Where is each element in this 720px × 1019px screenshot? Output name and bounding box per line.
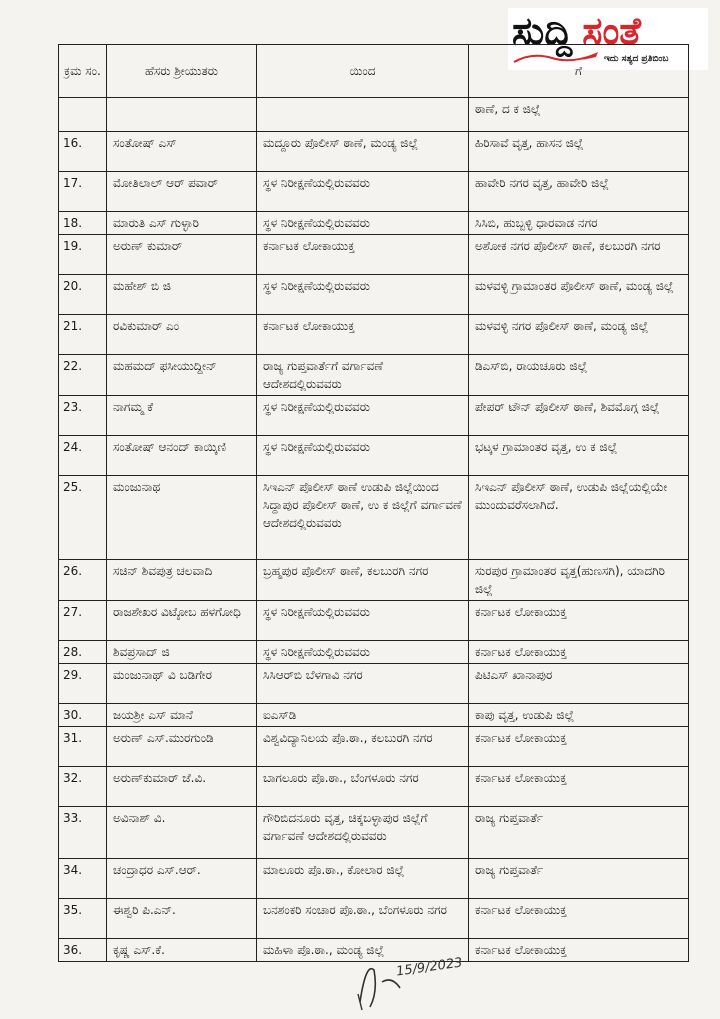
from-cell: ಕರ್ನಾಟಕ ಲೋಕಾಯುಕ್ತ bbox=[257, 315, 469, 355]
table-row bbox=[59, 396, 689, 436]
name-cell: ಶಿವಪ್ರಸಾದ್ ಜಿ bbox=[107, 641, 257, 664]
serial-cell: 33. bbox=[59, 807, 107, 859]
table-row bbox=[59, 212, 689, 235]
brand-left: ಸುದ್ದಿ bbox=[512, 9, 573, 53]
name-cell: ನಾಗಮ್ಮ ಕೆ bbox=[107, 396, 257, 436]
header-serial: ಕ್ರಮ ಸಂ. bbox=[59, 45, 107, 98]
to-cell: ಕರ್ನಾಟಕ ಲೋಕಾಯುಕ್ತ bbox=[469, 601, 689, 641]
to-cell: ಹಿರಿಸಾವೆ ವೃತ್ತ, ಹಾಸನ ಜಿಲ್ಲೆ bbox=[469, 132, 689, 172]
signature-date: 15/9/2023 bbox=[395, 955, 464, 980]
table-row bbox=[59, 132, 689, 172]
from-cell: ಬ್ರಹ್ಮಪುರ ಪೊಲೀಸ್ ಠಾಣೆ, ಕಲಬುರಗಿ ನಗರ bbox=[257, 560, 469, 601]
serial-cell: 19. bbox=[59, 235, 107, 275]
to-cell: ಮಳವಳ್ಳಿ ನಗರ ಪೊಲೀಸ್ ಠಾಣೆ, ಮಂಡ್ಯ ಜಿಲ್ಲೆ bbox=[469, 315, 689, 355]
name-cell: ಮಹಮದ್ ಫಸೀಯುದ್ದೀನ್ bbox=[107, 355, 257, 396]
table-row bbox=[59, 664, 689, 704]
table-row bbox=[59, 436, 689, 476]
name-cell: ಜಯಶ್ರೀ ಎಸ್ ಮಾನೆ bbox=[107, 704, 257, 727]
to-cell: ಸಿಇಎನ್ ಪೊಲೀಸ್ ಠಾಣೆ, ಉಡುಪಿ ಜಿಲ್ಲೆಯಲ್ಲಿಯೇ ಮುಂದುವರೆಸಲಾಗಿದೆ. bbox=[469, 476, 689, 560]
from-cell: ಗೌರಿಬಿದನೂರು ವೃತ್ತ, ಚಿಕ್ಕಬಳ್ಳಾಪುರ ಜಿಲ್ಲೆಗೆ ವರ್ಗಾವಣೆ ಆದೇಶದಲ್ಲಿರುವವರು bbox=[257, 807, 469, 859]
to-cell: ಪೇಪರ್ ಟೌನ್ ಪೊಲೀಸ್ ಠಾಣೆ, ಶಿವಮೊಗ್ಗ ಜಿಲ್ಲೆ bbox=[469, 396, 689, 436]
serial-cell: 17. bbox=[59, 172, 107, 212]
name-cell: ಸಂತೋಷ್ ಆನಂದ್ ಕಾಯ್ಕಿಣಿ bbox=[107, 436, 257, 476]
table-row bbox=[59, 641, 689, 664]
from-cell: ಸ್ಥಳ ನಿರೀಕ್ಷಣೆಯಲ್ಲಿರುವವರು bbox=[257, 172, 469, 212]
table-header-row bbox=[59, 45, 689, 98]
name-cell: ಅರುಣ್ ಕುಮಾರ್ bbox=[107, 235, 257, 275]
to-cell: ಡಿಎಸ್‌ಬಿ, ರಾಯಚೂರು ಜಿಲ್ಲೆ bbox=[469, 355, 689, 396]
table-row bbox=[59, 275, 689, 315]
serial-cell: 23. bbox=[59, 396, 107, 436]
serial-cell bbox=[59, 98, 107, 132]
table-row bbox=[59, 315, 689, 355]
to-cell: ಪಿಟಿಎಸ್ ಖಾನಾಪುರ bbox=[469, 664, 689, 704]
table-row bbox=[59, 98, 689, 132]
name-cell: ರವಿಕುಮಾರ್ ಎಂ bbox=[107, 315, 257, 355]
serial-cell: 35. bbox=[59, 899, 107, 939]
table-row bbox=[59, 704, 689, 727]
to-cell: ಸಿಸಿಬಿ, ಹುಬ್ಬಳ್ಳಿ ಧಾರವಾಡ ನಗರ bbox=[469, 212, 689, 235]
name-cell: ಕೃಷ್ಣ ಎಸ್.ಕೆ. bbox=[107, 939, 257, 962]
to-cell: ರಾಜ್ಯ ಗುಪ್ತವಾರ್ತೆ bbox=[469, 859, 689, 899]
table-body bbox=[59, 98, 689, 962]
serial-cell: 27. bbox=[59, 601, 107, 641]
name-cell: ಮಂಜುನಾಥ bbox=[107, 476, 257, 560]
serial-cell: 21. bbox=[59, 315, 107, 355]
table-row bbox=[59, 235, 689, 275]
from-cell: ಸಿಇಎನ್ ಪೊಲೀಸ್ ಠಾಣೆ ಉಡುಪಿ ಜಿಲ್ಲೆಯಿಂದ ಸಿದ್ದಾಪುರ ಪೊಲೀಸ್ ಠಾಣೆ, ಉ ಕ ಜಿಲ್ಲೆಗೆ ವರ್ಗಾವಣೆ ಆದೇಶದಲ್ಲಿರುವವರು bbox=[257, 476, 469, 560]
name-cell: ಸಚಿನ್ ಶಿವಪುತ್ರ ಚಲವಾದಿ bbox=[107, 560, 257, 601]
from-cell: ಬಾಗಲೂರು ಪೊ.ಠಾ., ಬೆಂಗಳೂರು ನಗರ bbox=[257, 767, 469, 807]
from-cell: ಸ್ಥಳ ನಿರೀಕ್ಷಣೆಯಲ್ಲಿರುವವರು bbox=[257, 396, 469, 436]
transfer-table bbox=[58, 44, 689, 962]
serial-cell: 18. bbox=[59, 212, 107, 235]
serial-cell: 20. bbox=[59, 275, 107, 315]
serial-cell: 24. bbox=[59, 436, 107, 476]
serial-cell: 32. bbox=[59, 767, 107, 807]
table-row bbox=[59, 560, 689, 601]
to-cell: ಕರ್ನಾಟಕ ಲೋಕಾಯುಕ್ತ bbox=[469, 899, 689, 939]
serial-cell: 28. bbox=[59, 641, 107, 664]
table-row bbox=[59, 807, 689, 859]
brand-tagline: ಇದು ಸತ್ಯದ ಪ್ರತಿಬಿಂಬ bbox=[604, 54, 669, 64]
from-cell: ರಾಜ್ಯ ಗುಪ್ತವಾರ್ತೆಗೆ ವರ್ಗಾವಣೆ ಆದೇಶದಲ್ಲಿರುವವರು bbox=[257, 355, 469, 396]
serial-cell: 31. bbox=[59, 727, 107, 767]
to-cell: ಹಾವೇರಿ ನಗರ ವೃತ್ತ, ಹಾವೇರಿ ಜಿಲ್ಲೆ bbox=[469, 172, 689, 212]
name-cell: ಅರುಣ್‌ಕುಮಾರ್ ಜೆ.ವಿ. bbox=[107, 767, 257, 807]
from-cell: ಸ್ಥಳ ನಿರೀಕ್ಷಣೆಯಲ್ಲಿರುವವರು bbox=[257, 641, 469, 664]
from-cell: ಮಹಿಳಾ ಪೊ.ಠಾ., ಮಂಡ್ಯ ಜಿಲ್ಲೆ bbox=[257, 939, 469, 962]
to-cell: ಅಶೋಕ ನಗರ ಪೊಲೀಸ್ ಠಾಣೆ, ಕಲಬುರಗಿ ನಗರ bbox=[469, 235, 689, 275]
name-cell: ಚಂದ್ರಾಧರ ಎಸ್.ಆರ್. bbox=[107, 859, 257, 899]
table-row bbox=[59, 899, 689, 939]
header-name: ಹೆಸರು ಶ್ರೀಯುತರು bbox=[107, 45, 257, 98]
serial-cell: 26. bbox=[59, 560, 107, 601]
to-cell: ಕರ್ನಾಟಕ ಲೋಕಾಯುಕ್ತ bbox=[469, 939, 689, 962]
to-cell: ಭಟ್ಕಳ ಗ್ರಾಮಾಂತರ ವೃತ್ತ, ಉ ಕ ಜಿಲ್ಲೆ bbox=[469, 436, 689, 476]
name-cell bbox=[107, 98, 257, 132]
from-cell: ಸ್ಥಳ ನಿರೀಕ್ಷಣೆಯಲ್ಲಿರುವವರು bbox=[257, 436, 469, 476]
name-cell: ರಾಜಶೇಖರ ವಿಟ್ಠೋಬ ಹಳಗೋಧಿ bbox=[107, 601, 257, 641]
from-cell: ಬನಶಂಕರಿ ಸಂಚಾರ ಪೊ.ಠಾ., ಬೆಂಗಳೂರು ನಗರ bbox=[257, 899, 469, 939]
table-row bbox=[59, 727, 689, 767]
to-cell: ಕಾಪು ವೃತ್ತ, ಉಡುಪಿ ಜಿಲ್ಲೆ bbox=[469, 704, 689, 727]
to-cell: ಕರ್ನಾಟಕ ಲೋಕಾಯುಕ್ತ bbox=[469, 641, 689, 664]
from-cell: ಮಾಲೂರು ಪೊ.ಠಾ., ಕೋಲಾರ ಜಿಲ್ಲೆ bbox=[257, 859, 469, 899]
serial-cell: 29. bbox=[59, 664, 107, 704]
to-cell: ಠಾಣೆ, ದ ಕ ಜಿಲ್ಲೆ bbox=[469, 98, 689, 132]
table-row bbox=[59, 767, 689, 807]
header-from: ಯಿಂದ bbox=[257, 45, 469, 98]
to-cell: ಸುರಪುರ ಗ್ರಾಮಾಂತರ ವೃತ್ತ(ಹುಣಸಗಿ), ಯಾದಗಿರಿ ಜಿಲ್ಲೆ bbox=[469, 560, 689, 601]
from-cell: ಐಎಸ್‌ಡಿ bbox=[257, 704, 469, 727]
serial-cell: 30. bbox=[59, 704, 107, 727]
table-row bbox=[59, 601, 689, 641]
serial-cell: 22. bbox=[59, 355, 107, 396]
name-cell: ಮಹೇಶ್ ಬಿ ಜಿ bbox=[107, 275, 257, 315]
name-cell: ಅವಿನಾಶ್ ವಿ. bbox=[107, 807, 257, 859]
serial-cell: 25. bbox=[59, 476, 107, 560]
serial-cell: 36. bbox=[59, 939, 107, 962]
name-cell: ಈಶ್ವರಿ ಪಿ.ಎನ್. bbox=[107, 899, 257, 939]
from-cell: ಕರ್ನಾಟಕ ಲೋಕಾಯುಕ್ತ bbox=[257, 235, 469, 275]
name-cell: ಮಾರುತಿ ಎಸ್ ಗುಳ್ಳಾರಿ bbox=[107, 212, 257, 235]
serial-cell: 16. bbox=[59, 132, 107, 172]
from-cell bbox=[257, 98, 469, 132]
table-row bbox=[59, 172, 689, 212]
to-cell: ಮಳವಳ್ಳಿ ಗ್ರಾಮಾಂತರ ಪೊಲೀಸ್ ಠಾಣೆ, ಮಂಡ್ಯ ಜಿಲ್ಲೆ bbox=[469, 275, 689, 315]
from-cell: ಸ್ಥಳ ನಿರೀಕ್ಷಣೆಯಲ್ಲಿರುವವರು bbox=[257, 212, 469, 235]
table-row bbox=[59, 476, 689, 560]
brand-right: ಸಂತೆ bbox=[582, 9, 641, 53]
from-cell: ವಿಶ್ವವಿದ್ಯಾನಿಲಯ ಪೊ.ಠಾ., ಕಲಬುರಗಿ ನಗರ bbox=[257, 727, 469, 767]
to-cell: ಕರ್ನಾಟಕ ಲೋಕಾಯುಕ್ತ bbox=[469, 767, 689, 807]
from-cell: ಮದ್ದೂರು ಪೊಲೀಸ್ ಠಾಣೆ, ಮಂಡ್ಯ ಜಿಲ್ಲೆ bbox=[257, 132, 469, 172]
name-cell: ಮೋತಿಲಾಲ್ ಆರ್ ಪವಾರ್ bbox=[107, 172, 257, 212]
name-cell: ಅರುಣ್ ಎಸ್.ಮುರಗುಂಡಿ bbox=[107, 727, 257, 767]
table-row bbox=[59, 859, 689, 899]
from-cell: ಸ್ಥಳ ನಿರೀಕ್ಷಣೆಯಲ್ಲಿರುವವರು bbox=[257, 601, 469, 641]
to-cell: ರಾಜ್ಯ ಗುಪ್ತವಾರ್ತೆ bbox=[469, 807, 689, 859]
serial-cell: 34. bbox=[59, 859, 107, 899]
from-cell: ಸ್ಥಳ ನಿರೀಕ್ಷಣೆಯಲ್ಲಿರುವವರು bbox=[257, 275, 469, 315]
to-cell: ಕರ್ನಾಟಕ ಲೋಕಾಯುಕ್ತ bbox=[469, 727, 689, 767]
name-cell: ಮಂಜುನಾಥ್ ವಿ ಬಡಿಗೇರ bbox=[107, 664, 257, 704]
header-to: ಗೆ bbox=[469, 45, 689, 98]
table-row bbox=[59, 355, 689, 396]
from-cell: ಸಿಸಿಆರ್‌ಬಿ ಬೆಳಗಾವಿ ನಗರ bbox=[257, 664, 469, 704]
name-cell: ಸಂತೋಷ್ ಎಸ್ bbox=[107, 132, 257, 172]
